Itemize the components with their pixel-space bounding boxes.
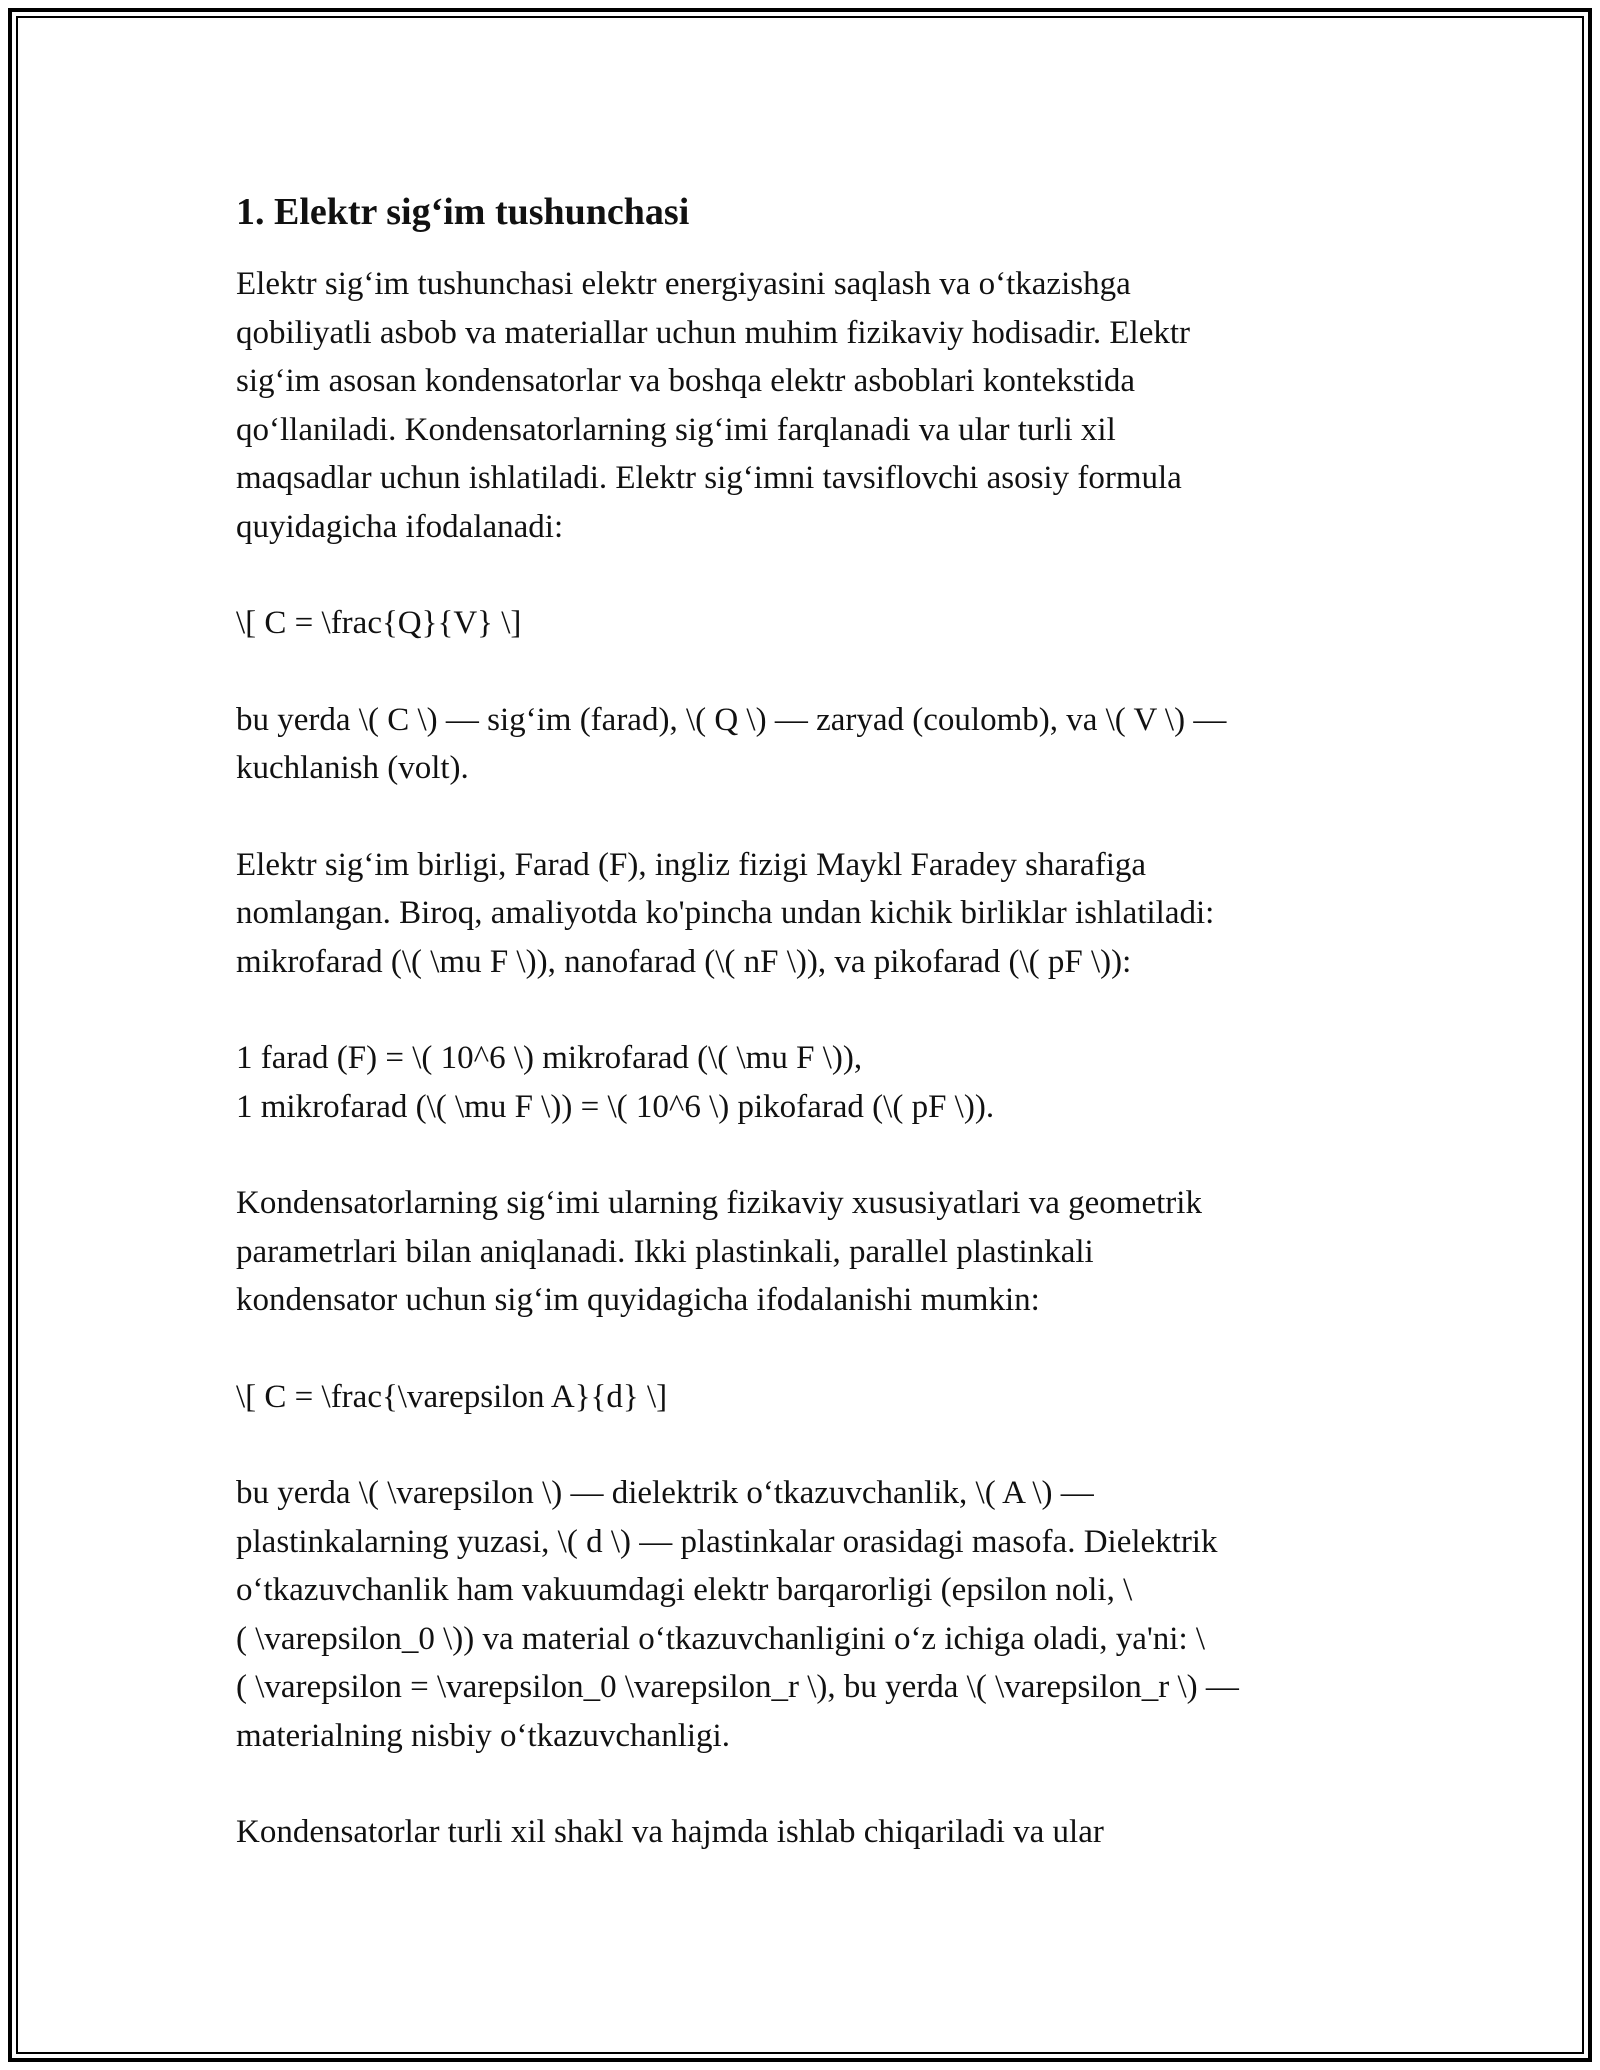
document-body: [236, 188, 1356, 1905]
text-line: ( \varepsilon = \varepsilon_0 \varepsilon_r \), bu yerda \( \varepsilon_r \) —: [236, 1669, 1239, 1705]
paragraph-units: [236, 841, 1356, 987]
text-line: parametrlari bilan aniqlanadi. Ikki plastinkali, parallel plastinkali: [236, 1233, 1094, 1270]
text-line: ( \varepsilon_0 \)) va material o‘tkazuvchanligini o‘z ichiga oladi, ya'ni: \: [236, 1620, 1206, 1657]
text-line: \[ C = \frac{Q}{V} \]: [236, 605, 522, 641]
paragraph-conversions: [236, 1034, 1356, 1131]
paragraph-capacitor-types: [236, 1808, 1356, 1857]
text-line: plastinkalarning yuzasi, \( d \) — plastinkalar orasidagi masofa. Dielektrik: [236, 1523, 1218, 1560]
text-line: quyidagicha ifodalanadi:: [236, 508, 564, 545]
paragraph-geometry: [236, 1179, 1356, 1325]
text-line: Kondensatorlarning sig‘imi ularning fizikaviy xususiyatlari va geometrik: [236, 1185, 1202, 1221]
text-line: 1 farad (F) = \( 10^6 \) mikrofarad (\( \mu F \)),: [236, 1040, 863, 1076]
text-line: mikrofarad (\( \mu F \)), nanofarad (\( nF \)), va pikofarad (\( pF \)):: [236, 943, 1132, 980]
text-line: bu yerda \( C \) — sig‘im (farad), \( Q \) — zaryad (coulomb), va \( V \) —: [236, 701, 1227, 738]
paragraph-permittivity: [236, 1469, 1356, 1760]
text-line: o‘tkazuvchanlik ham vakuumdagi elektr barqarorligi (epsilon noli, \: [236, 1572, 1133, 1608]
text-line: 1 mikrofarad (\( \mu F \)) = \( 10^6 \) pikofarad (\( pF \)).: [236, 1088, 995, 1125]
text-line: materialning nisbiy o‘tkazuvchanligi.: [236, 1717, 730, 1754]
text-line: Kondensatorlar turli xil shakl va hajmda ishlab chiqariladi va ular: [236, 1814, 1104, 1850]
formula-capacitance: [236, 599, 1356, 648]
text-line: qo‘llaniladi. Kondensatorlarning sig‘imi farqlanadi va ular turli xil: [236, 411, 1116, 448]
paragraph-intro: [236, 260, 1356, 551]
text-line: Elektr sig‘im birligi, Farad (F), ingliz fizigi Maykl Faradey sharafiga: [236, 846, 1147, 883]
text-line: maqsadlar uchun ishlatiladi. Elektr sig‘imni tavsiflovchi asosiy formula: [236, 460, 1182, 496]
text-line: kondensator uchun sig‘im quyidagicha ifodalanishi mumkin:: [236, 1282, 1040, 1318]
section-heading: 1. Elektr sig‘im tushunchasi: [236, 191, 690, 233]
text-line: sig‘im asosan kondensatorlar va boshqa elektr asboblari kontekstida: [236, 363, 1136, 399]
formula-parallel-plate: [236, 1373, 1356, 1422]
text-line: Elektr sig‘im tushunchasi elektr energiyasini saqlash va o‘tkazishga: [236, 266, 1131, 302]
paragraph-formula-legend: [236, 696, 1356, 793]
text-line: kuchlanish (volt).: [236, 750, 469, 786]
text-line: \[ C = \frac{\varepsilon A}{d} \]: [236, 1378, 668, 1415]
text-line: qobiliyatli asbob va materiallar uchun muhim fizikaviy hodisadir. Elektr: [236, 314, 1191, 351]
text-line: bu yerda \( \varepsilon \) — dielektrik o‘tkazuvchanlik, \( A \) —: [236, 1475, 1094, 1511]
text-line: nomlangan. Biroq, amaliyotda ko'pincha undan kichik birliklar ishlatiladi:: [236, 895, 1215, 931]
